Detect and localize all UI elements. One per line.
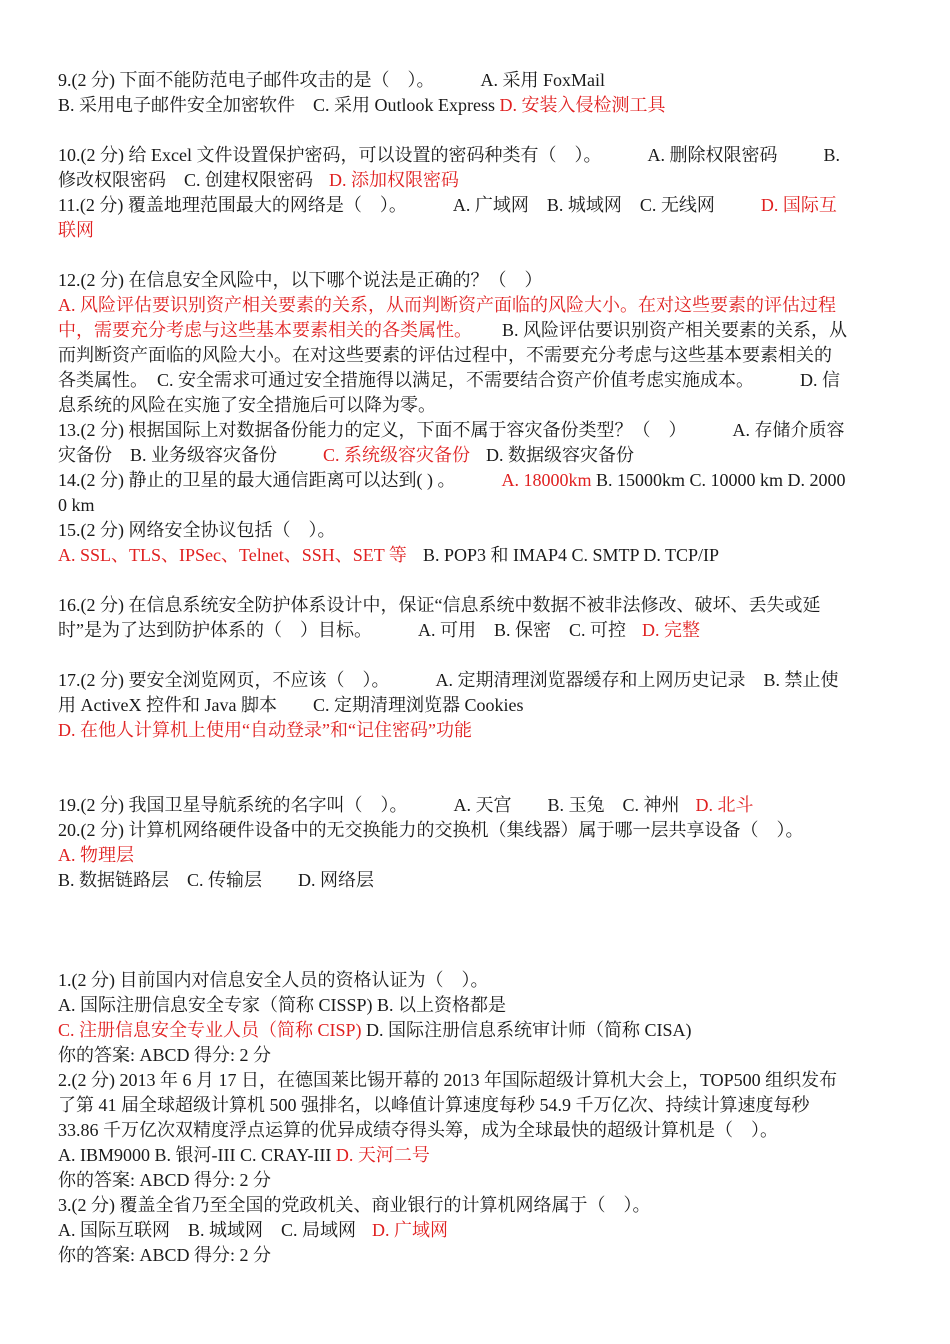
question-13-line-2 — [58, 443, 892, 468]
question-19-answer: D. 北斗 — [695, 795, 754, 815]
document-page — [58, 68, 892, 1268]
question-16-options: A. 可用 B. 保密 C. 可控 — [418, 620, 627, 640]
part2-question-2-line-3: 33.86 千万亿次双精度浮点运算的优异成绩夺得头筹，成为全球最快的超级计算机是（ ）。 — [58, 1120, 778, 1140]
question-13-option-d: D. 数据级容灾备份 — [486, 445, 635, 465]
question-17-options-ab: A. 定期清理浏览器缓存和上网历史记录 B. 禁止使 — [435, 670, 839, 690]
question-20-answer: A. 物理层 — [58, 845, 134, 865]
question-19-stem: 19.(2 分) 我国卫星导航系统的名字叫（ ）。 — [58, 795, 408, 815]
question-9-line-1 — [58, 68, 892, 93]
question-9-options-bc: B. 采用电子邮件安全加密软件 C. 采用 Outlook Express — [58, 95, 495, 115]
question-10-stem: 10.(2 分) 给 Excel 文件设置保护密码，可以设置的密码种类有（ ）。 — [58, 145, 602, 165]
question-14-options: B. 15000km C. 10000 km D. 2000 — [595, 470, 846, 490]
question-20-options: B. 数据链路层 C. 传输层 D. 网络层 — [58, 870, 375, 890]
part2-question-2-line-2: 了第 41 届全球超级计算机 500 强排名，以峰值计算速度每秒 54.9 千万亿次、持续计算速度每秒 — [58, 1095, 810, 1115]
part2-question-3-answer: D. 广域网 — [372, 1220, 449, 1240]
question-19-options: A. 天宫 B. 玉兔 C. 神州 — [453, 795, 680, 815]
question-16-line-1: 16.(2 分) 在信息系统安全防护体系设计中，保证“信息系统中数据不被非法修改、破坏、丢失或延 — [58, 595, 821, 615]
question-9-stem: 9.(2 分) 下面不能防范电子邮件攻击的是（ ）。 — [58, 70, 435, 90]
question-13-stem: 13.(2 分) 根据国际上对数据备份能力的定义，下面不属于容灾备份类型？（ ） — [58, 420, 687, 440]
part2-question-2-options: A. IBM9000 B. 银河-III C. CRAY-III — [58, 1145, 332, 1165]
question-10-option-a: A. 删除权限密码 — [647, 145, 778, 165]
question-11-line-1 — [58, 193, 892, 218]
question-11-answer: D. 国际互 — [760, 195, 837, 215]
question-10-line-1 — [58, 143, 892, 168]
question-9-answer: D. 安装入侵检测工具 — [499, 95, 666, 115]
question-14-line-1 — [58, 468, 892, 493]
question-10-option-b-start: B. — [823, 145, 840, 165]
part2-question-3-line-2 — [58, 1218, 892, 1243]
question-13-answer: C. 系统级容灾备份 — [323, 445, 471, 465]
part2-question-1-stem: 1.(2 分) 目前国内对信息安全人员的资格认证为（ ）。 — [58, 970, 489, 990]
question-16-answer: D. 完整 — [642, 620, 701, 640]
question-14-answer: A. 18000km — [501, 470, 592, 490]
question-12-stem: 12.(2 分) 在信息安全风险中，以下哪个说法是正确的？（ ） — [58, 270, 543, 290]
part2-question-1-score: 你的答案: ABCD 得分: 2 分 — [58, 1045, 272, 1065]
question-12-option-c: 各类属性。 C. 安全需求可通过安全措施得以满足，不需要结合资产价值考虑实施成本。 — [58, 370, 755, 390]
question-13-option-b: 灾备份 B. 业务级容灾备份 — [58, 445, 278, 465]
part2-question-3-score: 你的答案: ABCD 得分: 2 分 — [58, 1245, 272, 1265]
part2-question-3-options: A. 国际互联网 B. 城域网 C. 局域网 — [58, 1220, 357, 1240]
question-15-line-2 — [58, 543, 892, 568]
question-17-line-2: 用 ActiveX 控件和 Java 脚本 C. 定期清理浏览器 Cookies — [58, 695, 524, 715]
question-9-line-2 — [58, 93, 892, 118]
part2-question-2-line-1: 2.(2 分) 2013 年 6 月 17 日，在德国莱比锡开幕的 2013 年国际超级计算机大会上，TOP500 组织发布 — [58, 1070, 838, 1090]
question-11-stem: 11.(2 分) 覆盖地理范围最大的网络是（ ）。 — [58, 195, 407, 215]
question-12-line-6: 息系统的风险在实施了安全措施后可以降为零。 — [58, 395, 436, 415]
question-13-line-1 — [58, 418, 892, 443]
question-17-line-1 — [58, 668, 892, 693]
question-12-option-d: D. 信 — [800, 370, 841, 390]
part2-question-2-score: 你的答案: ABCD 得分: 2 分 — [58, 1170, 272, 1190]
question-10-answer: D. 添加权限密码 — [329, 170, 460, 190]
question-17-stem: 17.(2 分) 要安全浏览网页，不应该（ ）。 — [58, 670, 390, 690]
question-20-stem: 20.(2 分) 计算机网络硬件设备中的无交换能力的交换机（集线器）属于哪一层共享设备（ ）。 — [58, 820, 804, 840]
question-10-options: 修改权限密码 C. 创建权限密码 — [58, 170, 314, 190]
question-13-option-a: A. 存储介质容 — [732, 420, 845, 440]
question-16-line-2 — [58, 618, 892, 643]
question-17-answer: D. 在他人计算机上使用“自动登录”和“记住密码”功能 — [58, 720, 472, 740]
question-16-stem-end: 时”是为了达到防护体系的（ ）目标。 — [58, 620, 372, 640]
question-12-line-3 — [58, 318, 892, 343]
question-12-line-4: 而判断资产面临的风险大小。在对这些要素的评估过程中，不需要充分考虑与这些基本要素相关的 — [58, 345, 832, 365]
question-15-answer: A. SSL、TLS、IPSec、Telnet、SSH、SET 等 — [58, 545, 407, 565]
question-14-stem: 14.(2 分) 静止的卫星的最大通信距离可以达到( ) 。 — [58, 470, 456, 490]
part2-question-3-stem: 3.(2 分) 覆盖全省乃至全国的党政机关、商业银行的计算机网络属于（ ）。 — [58, 1195, 651, 1215]
question-15-options: B. POP3 和 IMAP4 C. SMTP D. TCP/IP — [422, 545, 720, 565]
question-10-line-2 — [58, 168, 892, 193]
part2-question-1-option-d: D. 国际注册信息系统审计师（简称 CISA) — [366, 1020, 692, 1040]
question-11-options: A. 广域网 B. 城域网 C. 无线网 — [452, 195, 715, 215]
question-15-stem: 15.(2 分) 网络安全协议包括（ ）。 — [58, 520, 336, 540]
part2-question-1-options-ab: A. 国际注册信息安全专家（简称 CISSP) B. 以上资格都是 — [58, 995, 507, 1015]
question-12-answer-line-2: 中，需要充分考虑与这些基本要素相关的各类属性。 — [58, 320, 472, 340]
question-12-option-b: B. 风险评估要识别资产相关要素的关系，从 — [502, 320, 848, 340]
question-12-answer-line-1: A. 风险评估要识别资产相关要素的关系，从而判断资产面临的风险大小。在对这些要素的评估过程 — [58, 295, 836, 315]
part2-question-2-line-4 — [58, 1143, 892, 1168]
question-14-line-2: 0 km — [58, 495, 95, 515]
part2-question-1-answer: C. 注册信息安全专业人员（简称 CISP) — [58, 1020, 362, 1040]
question-9-option-a: A. 采用 FoxMail — [480, 70, 606, 90]
part2-question-1-line-3 — [58, 1018, 892, 1043]
question-11-line-2: 联网 — [58, 220, 94, 240]
question-12-line-5 — [58, 368, 892, 393]
question-19-line-1 — [58, 793, 892, 818]
part2-question-2-answer: D. 天河二号 — [335, 1145, 430, 1165]
